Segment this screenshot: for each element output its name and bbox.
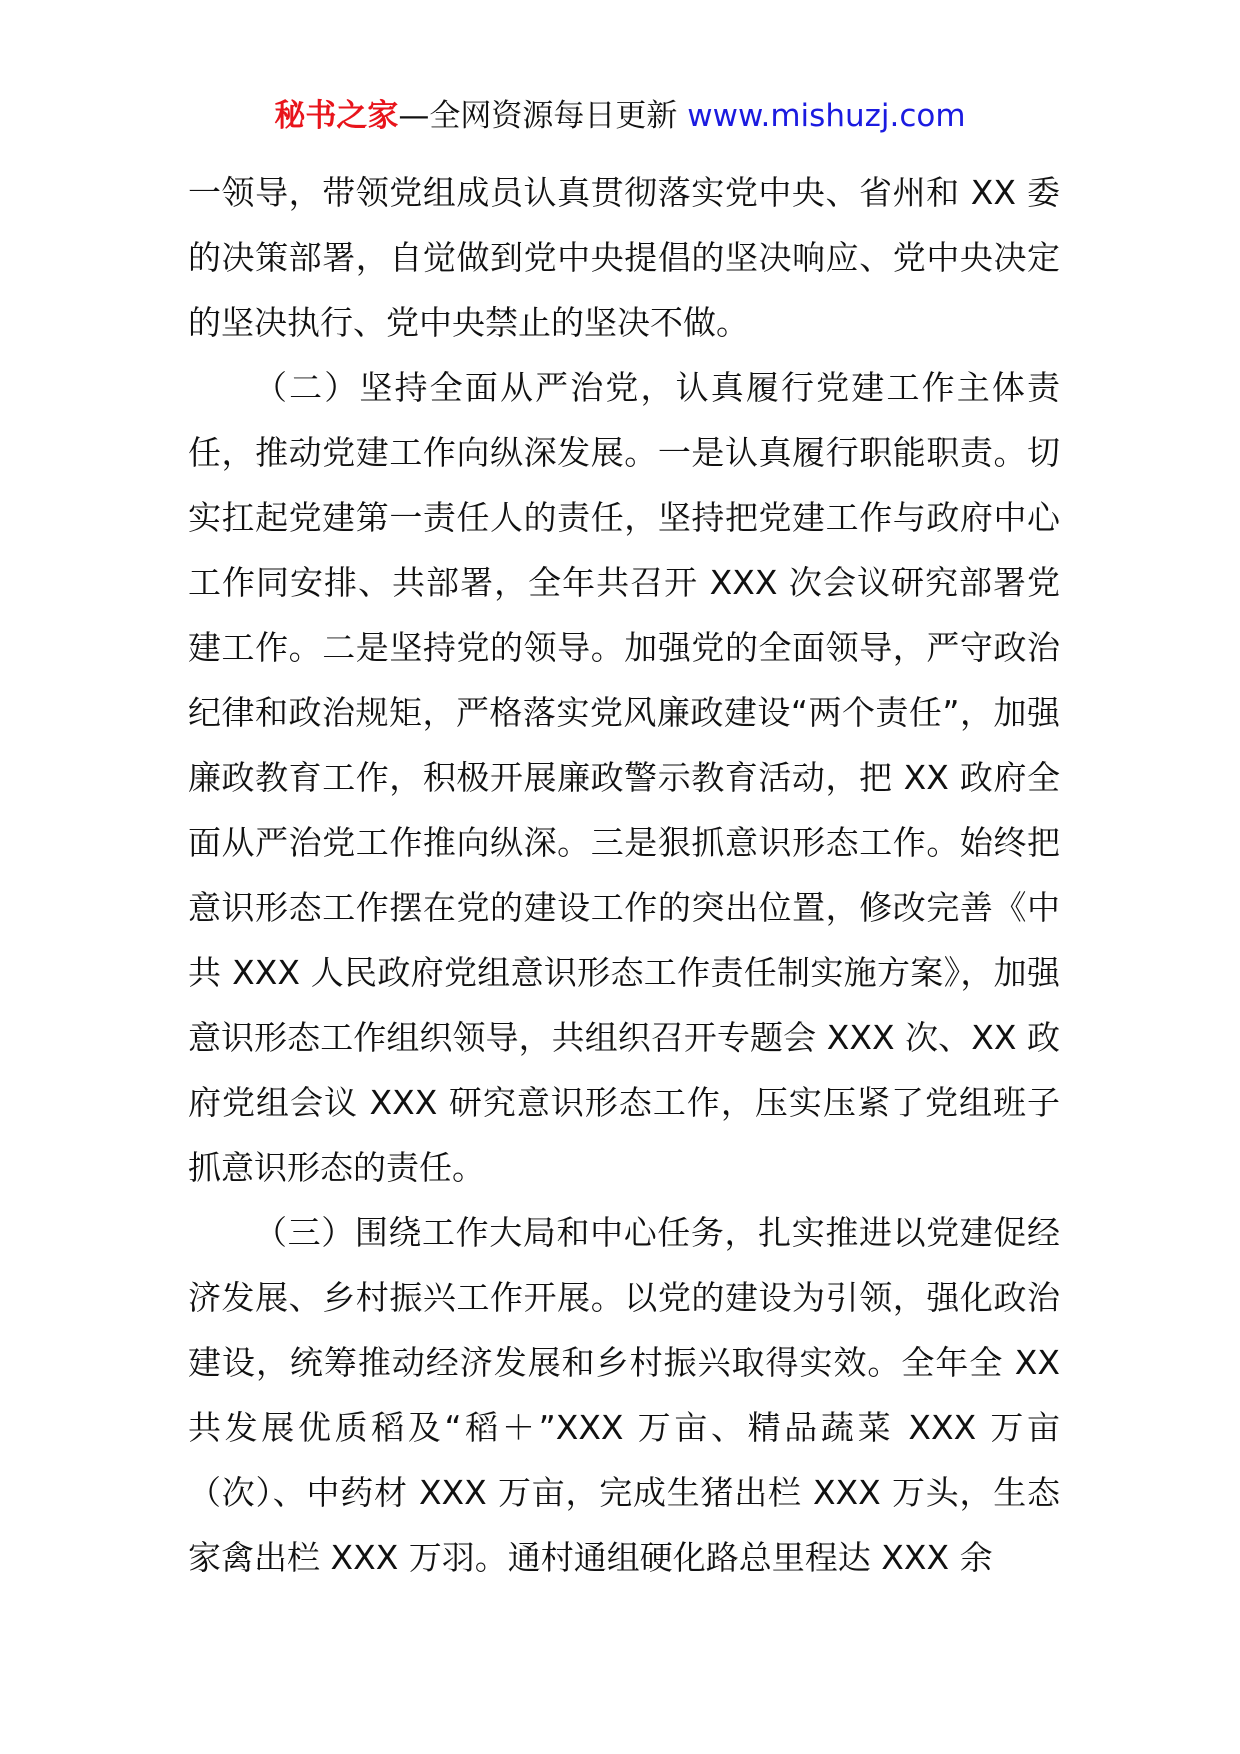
paragraph-section-three: （三）围绕工作大局和中心任务，扎实推进以党建促经济发展、乡村振兴工作开展。以党的建设为引领，强化政治建设，统筹推动经济发展和乡村振兴取得实效。全年全 XX 共发展优质稻及“稻＋”XXX 万亩、精品蔬菜 XXX 万亩（次）、中药材 XXX 万亩，完成生猪出栏 XXX 万头，生态家禽出栏 XXX 万羽。通村通组硬化路总里程达 XXX 余 — [188, 1213, 1060, 1577]
document-body — [188, 160, 1060, 1590]
paragraph-continued: 一领导，带领党组成员认真贯彻落实党中央、省州和 XX 委的决策部署，自觉做到党中央提倡的坚决响应、党中央决定的坚决执行、党中央禁止的坚决不做。 — [188, 173, 1060, 342]
header-brand: 秘书之家 — [274, 98, 399, 134]
paragraph-section-two: （二）坚持全面从严治党，认真履行党建工作主体责任，推动党建工作向纵深发展。一是认真履行职能职责。切实扛起党建第一责任人的责任，坚持把党建工作与政府中心工作同安排、共部署，全年共召开 XXX 次会议研究部署党建工作。二是坚持党的领导。加强党的全面领导，严守政治纪律和政治规矩，严格落实党风廉政建设“两个责任”，加强廉政教育工作，积极开展廉政警示教育活动，把 XX 政府全面从严治党工作推向纵深。三是狠抓意识形态工作。始终把意识形态工作摆在党的建设工作的突出位置，修改完善《中共 XXX 人民政府党组意识形态工作责任制实施方案》，加强意识形态工作组织领导，共组织召开专题会 XXX 次、XX 政府党组会议 XXX 研究意识形态工作，压实压紧了党组班子抓意识形态的责任。 — [188, 368, 1060, 1187]
page-header — [0, 96, 1240, 136]
header-url[interactable]: www.mishuzj.com — [687, 98, 966, 134]
header-slogan: —全网资源每日更新 — [398, 98, 688, 134]
